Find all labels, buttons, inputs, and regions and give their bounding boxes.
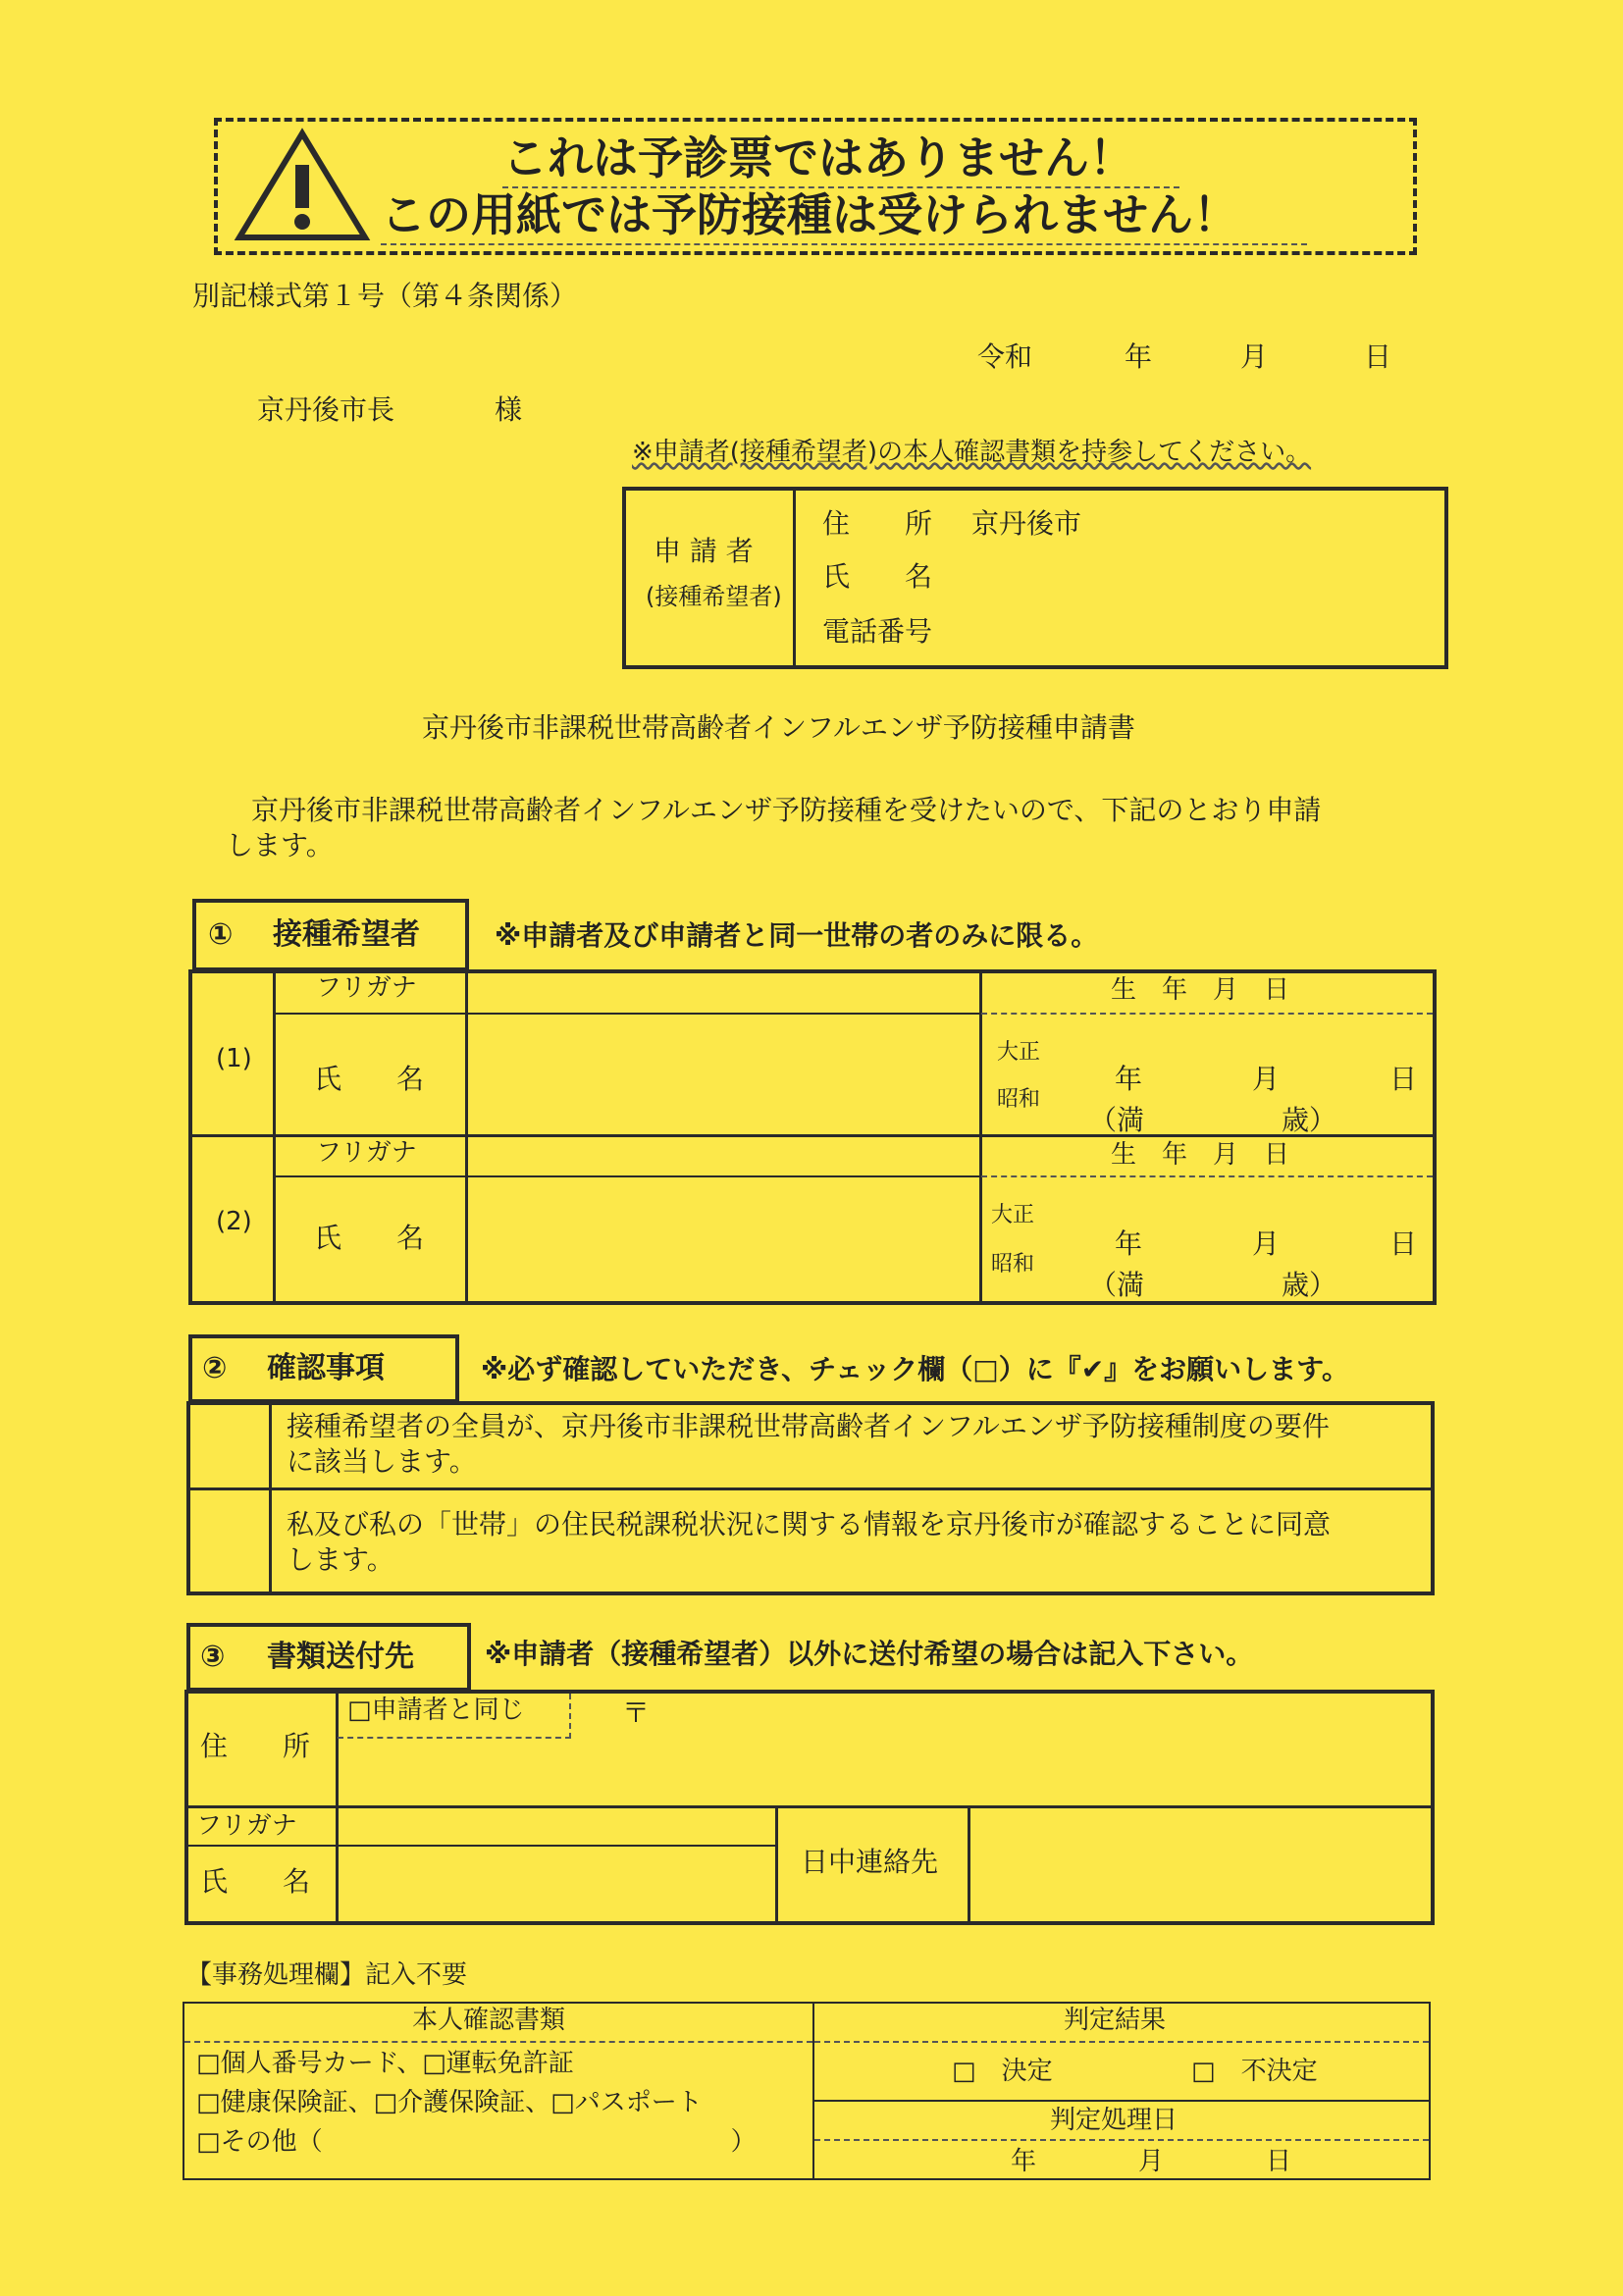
process-date: 年 月 日 — [1011, 2147, 1292, 2176]
warning-line-2: この用紙では予防接種は受けられません！ — [381, 188, 1238, 241]
row2-name-label: 氏 名 — [314, 1222, 425, 1254]
row2-age: （満 歳） — [1089, 1269, 1337, 1301]
addressee-name: 京丹後市長 — [257, 393, 395, 426]
id-docs-line-1: □個人番号カード、□運転免許証 — [196, 2049, 574, 2078]
section2-number: ② — [202, 1351, 228, 1385]
warning-line-1: これは予診票ではありません！ — [502, 131, 1134, 184]
warning-triangle-icon — [234, 128, 371, 243]
same-as-applicant-checkbox[interactable]: □申請者と同じ — [347, 1696, 525, 1725]
result-decided[interactable]: □ 決定 — [952, 2057, 1053, 2086]
document-title: 京丹後市非課税世帯高齢者インフルエンザ予防接種申請書 — [422, 711, 1135, 744]
id-document-note: ※申請者(接種希望者)の本人確認書類を持参してください。 — [632, 438, 1312, 467]
warning-underline-1 — [502, 186, 1179, 188]
row2-era-taisho[interactable]: 大正 — [991, 1203, 1035, 1227]
warning-underline-2 — [381, 243, 1307, 245]
section3-number: ③ — [200, 1640, 226, 1674]
intro-line-2: します。 — [226, 829, 334, 861]
confirm-item-2-line2: します。 — [287, 1543, 394, 1576]
intro-line-1: 京丹後市非課税世帯高齢者インフルエンザ予防接種を受けたいので、下記のとおり申請 — [251, 794, 1322, 826]
applicant-label: 申 請 者 — [654, 535, 754, 567]
form-reference: 別記様式第１号（第４条関係） — [192, 280, 578, 312]
row2-ymd: 年 月 日 — [1115, 1227, 1418, 1260]
row1-index: (1) — [216, 1044, 252, 1073]
applicant-sublabel: (接種希望者) — [646, 583, 782, 610]
postal-mark: 〒 — [622, 1696, 651, 1729]
section1-note: ※申請者及び申請者と同一世帯の者のみに限る。 — [495, 919, 1099, 952]
section3-title: 書類送付先 — [267, 1640, 414, 1674]
process-date-title: 判定処理日 — [1050, 2106, 1178, 2135]
applicant-address-label: 住 所 — [822, 507, 933, 540]
confirm-item-1-line1: 接種希望者の全員が、京丹後市非課税世帯高齢者インフルエンザ予防接種制度の要件 — [287, 1410, 1330, 1442]
row2-index: (2) — [216, 1207, 252, 1236]
section3-note: ※申請者（接種希望者）以外に送付希望の場合は記入下さい。 — [485, 1638, 1254, 1670]
applicant-name-label: 氏 名 — [822, 560, 933, 593]
date-day: 日 — [1364, 340, 1392, 373]
daytime-contact-label: 日中連絡先 — [801, 1846, 939, 1878]
confirm-item-2-line1: 私及び私の「世帯」の住民税課税状況に関する情報を京丹後市が確認することに同意 — [287, 1508, 1332, 1540]
sendto-furigana-label: フリガナ — [196, 1811, 297, 1841]
section1-title: 接種希望者 — [273, 917, 420, 952]
row1-name-label: 氏 名 — [314, 1063, 425, 1095]
sendto-name-label: 氏 名 — [200, 1865, 311, 1898]
applicant-address-value[interactable]: 京丹後市 — [971, 507, 1082, 540]
row2-era-showa[interactable]: 昭和 — [991, 1252, 1035, 1277]
row2-furigana-label: フリガナ — [316, 1138, 417, 1168]
row1-era-showa[interactable]: 昭和 — [997, 1087, 1041, 1112]
row2-dob-header: 生 年 月 日 — [1111, 1140, 1290, 1170]
office-header: 【事務処理欄】記入不要 — [186, 1960, 468, 1990]
date-era: 令和 — [977, 340, 1033, 373]
row1-age: （満 歳） — [1089, 1104, 1337, 1136]
applicant-phone-label: 電話番号 — [822, 615, 933, 648]
result-not-decided[interactable]: □ 不決定 — [1191, 2057, 1318, 2086]
section1-number: ① — [208, 917, 234, 952]
date-year: 年 — [1125, 340, 1153, 373]
sendto-address-label: 住 所 — [200, 1730, 311, 1762]
row1-ymd: 年 月 日 — [1115, 1063, 1418, 1095]
row1-furigana-label: フリガナ — [316, 973, 417, 1003]
checkbox-1[interactable] — [190, 1405, 267, 1486]
confirm-item-1-line2: に該当します。 — [287, 1445, 477, 1478]
id-docs-title: 本人確認書類 — [412, 2006, 566, 2035]
id-docs-line-2: □健康保険証、□介護保険証、□パスポート — [196, 2088, 703, 2117]
result-title: 判定結果 — [1064, 2006, 1167, 2035]
row1-dob-header: 生 年 月 日 — [1111, 975, 1290, 1005]
date-month: 月 — [1240, 340, 1269, 373]
section2-note: ※必ず確認していただき、チェック欄（□）に『✔』をお願いします。 — [481, 1353, 1349, 1385]
checkbox-2[interactable] — [190, 1491, 267, 1592]
addressee-honorific: 様 — [495, 393, 523, 426]
section2-title: 確認事項 — [267, 1351, 385, 1385]
id-docs-line-3: □その他（ ） — [196, 2127, 757, 2157]
row1-era-taisho[interactable]: 大正 — [997, 1040, 1041, 1065]
